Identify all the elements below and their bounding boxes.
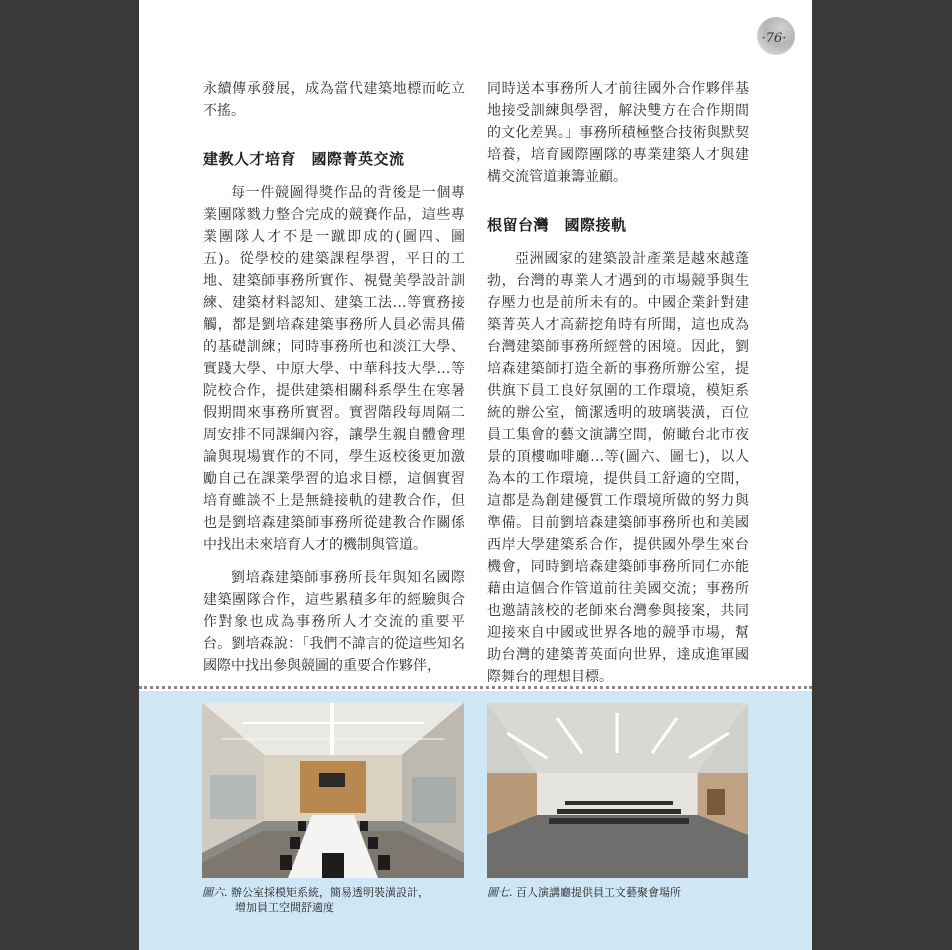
lecture-hall-photo (487, 703, 748, 878)
right-column (487, 78, 749, 688)
right-paragraph-1: 同時送本事務所人才前往國外合作夥伴基地接受訓練與學習，解決雙方在合作期間的文化差異。」事務所積極整合技術與默契培養，培育國際團隊的專業建築人才與建構交流管道兼籌並顧。 (487, 81, 749, 185)
figure-7-caption (487, 885, 748, 900)
left-column (203, 78, 465, 677)
figure-6-text-line2: 增加員工空間舒適度 (235, 901, 334, 914)
section-heading-taiwan: 根留台灣 國際接軌 (487, 216, 627, 234)
section-heading-talent: 建教人才培育 國際菁英交流 (203, 150, 405, 168)
page-number: ·76· (761, 31, 787, 46)
left-paragraph-2: 每一件競圖得獎作品的背後是一個專業團隊戮力整合完成的競賽作品，這些專業團隊人才不是一蹴即成的(圖四、圖五)。從學校的建築課程學習，平日的工地、建築師事務所實作、視覺美學設計訓練、建築材料認知、建築工法…等實務接觸，都是劉培森建築事務所人員必需具備的基礎訓練；同時事務所也和淡江大學、實踐大學、中原大學、中華科技大學…等院校合作，提供建築相關科系學生在寒暑假期間來事務所實習。實習階段每周隔二周安排不同課綱內容，讓學生親自體會理論與現場實作的不同，學生返校後更加激勵自己在課業學習的追求目標，這個實習培育雖談不上是無縫接軌的建教合作，但也是劉培森建築師事務所從建教合作關係中找出未來培育人才的機制與管道。 (203, 185, 465, 553)
photo-band (139, 691, 812, 950)
magazine-page (139, 0, 812, 950)
right-paragraph-2: 亞洲國家的建築設計產業是越來越蓬勃，台灣的專業人才遇到的市場競爭與生存壓力也是前所未有的。中國企業針對建築菁英人才高薪挖角時有所聞，這也成為台灣建築師事務所經營的困境。因此，劉培森建築師打造全新的事務所辦公室，提供旗下員工良好氛圍的工作環境，模矩系統的辦公室，簡潔透明的玻璃裝潢，百位員工集會的藝文演講空間，俯瞰台北市夜景的頂樓咖啡廳…等(圖六、圖七)，以人為本的工作環境，提供員工舒適的空間，這都是為創建優質工作環境所做的努力與準備。目前劉培森建築師事務所也和美國西岸大學建築系合作，提供國外學生來台機會，同時劉培森建築師事務所同仁亦能藉由這個合作管道前往美國交流；事務所也邀請該校的老師來台灣參與接案，共同迎接來自中國或世界各地的競爭市場，幫助台灣的建築菁英面向世界，達成進軍國際舞台的理想目標。 (487, 251, 749, 685)
office-photo (202, 703, 464, 878)
figure-6-caption (202, 885, 464, 915)
figure-7-text: . 百人演講廳提供員工文藝聚會場所 (509, 886, 681, 899)
figure-6-label: 圖六 (202, 886, 224, 899)
dotted-divider (139, 686, 812, 689)
left-paragraph-1: 永續傳承發展，成為當代建築地標而屹立不搖。 (203, 81, 465, 119)
left-paragraph-3: 劉培森建築師事務所長年與知名國際建築團隊合作，這些累積多年的經驗與合作對象也成為事務所人才交流的重要平台。劉培森說：「我們不諱言的從這些知名國際中找出參與競圖的重要合作夥伴， (203, 570, 465, 674)
figure-7-label: 圖七 (487, 886, 509, 899)
figure-6-text: . 辦公室採模矩系統，簡易透明裝潢設計， (224, 886, 429, 899)
